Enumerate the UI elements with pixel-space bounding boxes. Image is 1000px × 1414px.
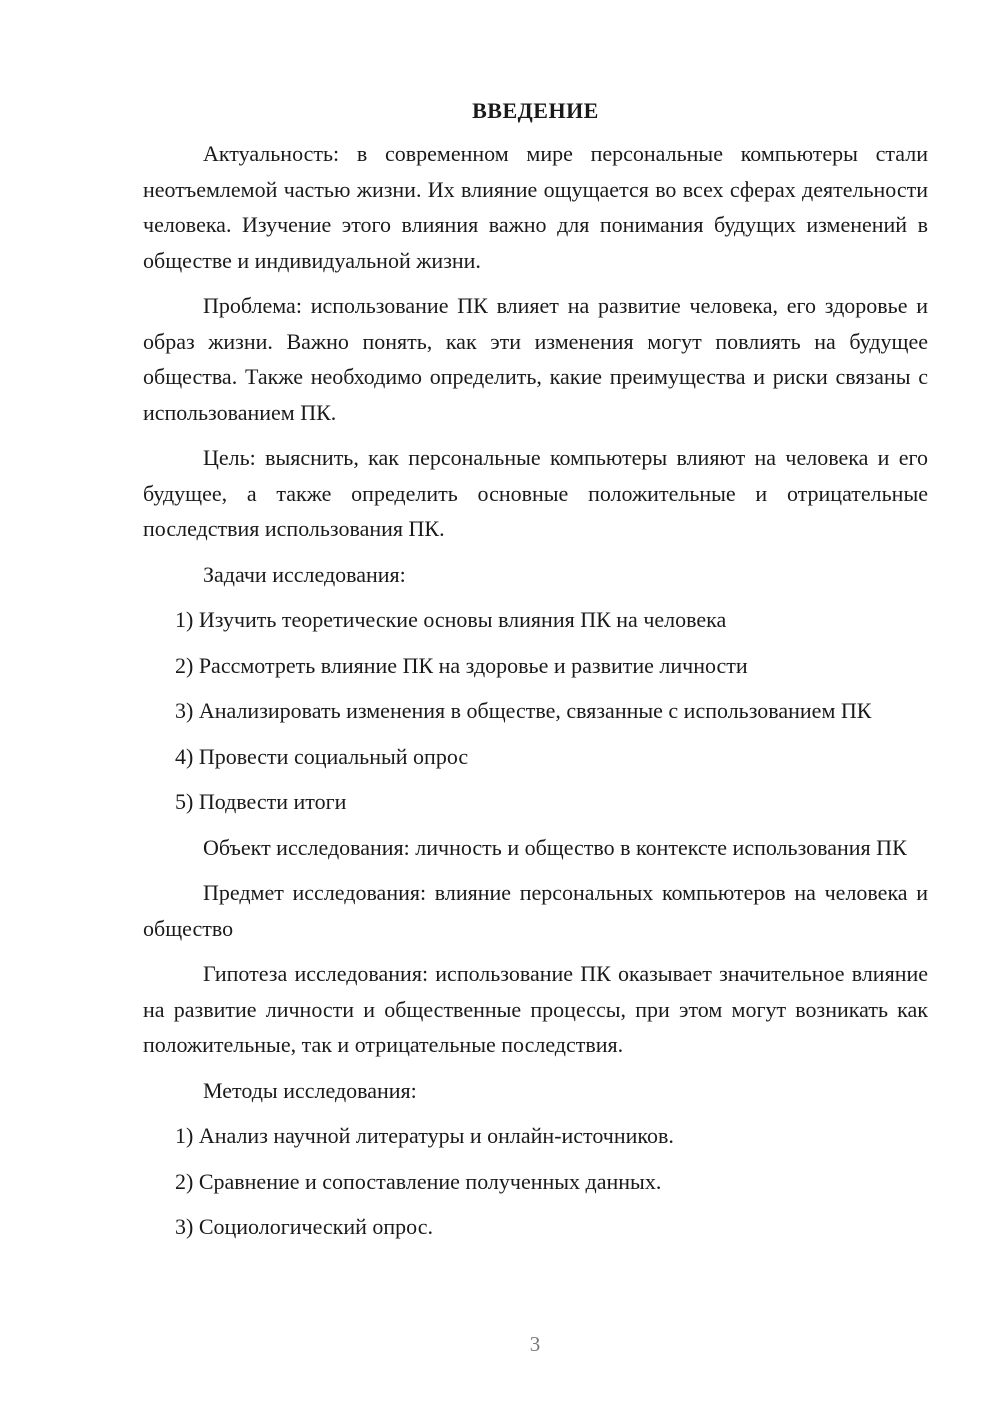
hypothesis-paragraph: Гипотеза исследования: использование ПК оказывает значительное влияние на развитие личности и общественные процессы, при этом могут возникать как положительные, так и отрицательные последствия. <box>143 961 928 1057</box>
problem-paragraph: Проблема: использование ПК влияет на развитие человека, его здоровье и образ жизни. Важно понять, как эти изменения могут повлиять на будущее общества. Также необходимо определить, какие преимущества и риски связаны с использованием ПК. <box>143 293 928 425</box>
page-title: ВВЕДЕНИЕ <box>472 98 599 123</box>
relevance-paragraph: Актуальность: в современном мире персональные компьютеры стали неотъемлемой частью жизни. Их влияние ощущается во всех сферах деятельности человека. Изучение этого влияния важно для понимания будущих изменений в обществе и индивидуальной жизни. <box>143 141 928 273</box>
task-item-5: 5) Подвести итоги <box>175 789 347 814</box>
task-item-2: 2) Рассмотреть влияние ПК на здоровье и развитие личности <box>175 652 748 678</box>
goal-paragraph: Цель: выяснить, как персональные компьютеры влияют на человека и его будущее, а также определить основные положительные и отрицательные последствия использования ПК. <box>143 445 928 541</box>
method-item-3: 3) Социологический опрос. <box>175 1214 433 1239</box>
methods-heading: Методы исследования: <box>203 1077 417 1103</box>
tasks-heading: Задачи исследования: <box>203 561 406 587</box>
page-number: 3 <box>529 1332 541 1356</box>
method-item-2: 2) Сравнение и сопоставление полученных данных. <box>175 1168 662 1194</box>
task-item-1: 1) Изучить теоретические основы влияния ПК на человека <box>175 607 727 632</box>
task-item-4: 4) Провести социальный опрос <box>175 743 469 769</box>
document-page <box>143 95 928 1255</box>
method-item-1: 1) Анализ научной литературы и онлайн-источников. <box>175 1123 674 1148</box>
task-item-3: 3) Анализировать изменения в обществе, связанные с использованием ПК <box>175 698 872 723</box>
object-paragraph: Объект исследования: личность и общество в контексте использования ПК <box>203 834 907 860</box>
subject-paragraph: Предмет исследования: влияние персональных компьютеров на человека и общество <box>143 880 928 941</box>
